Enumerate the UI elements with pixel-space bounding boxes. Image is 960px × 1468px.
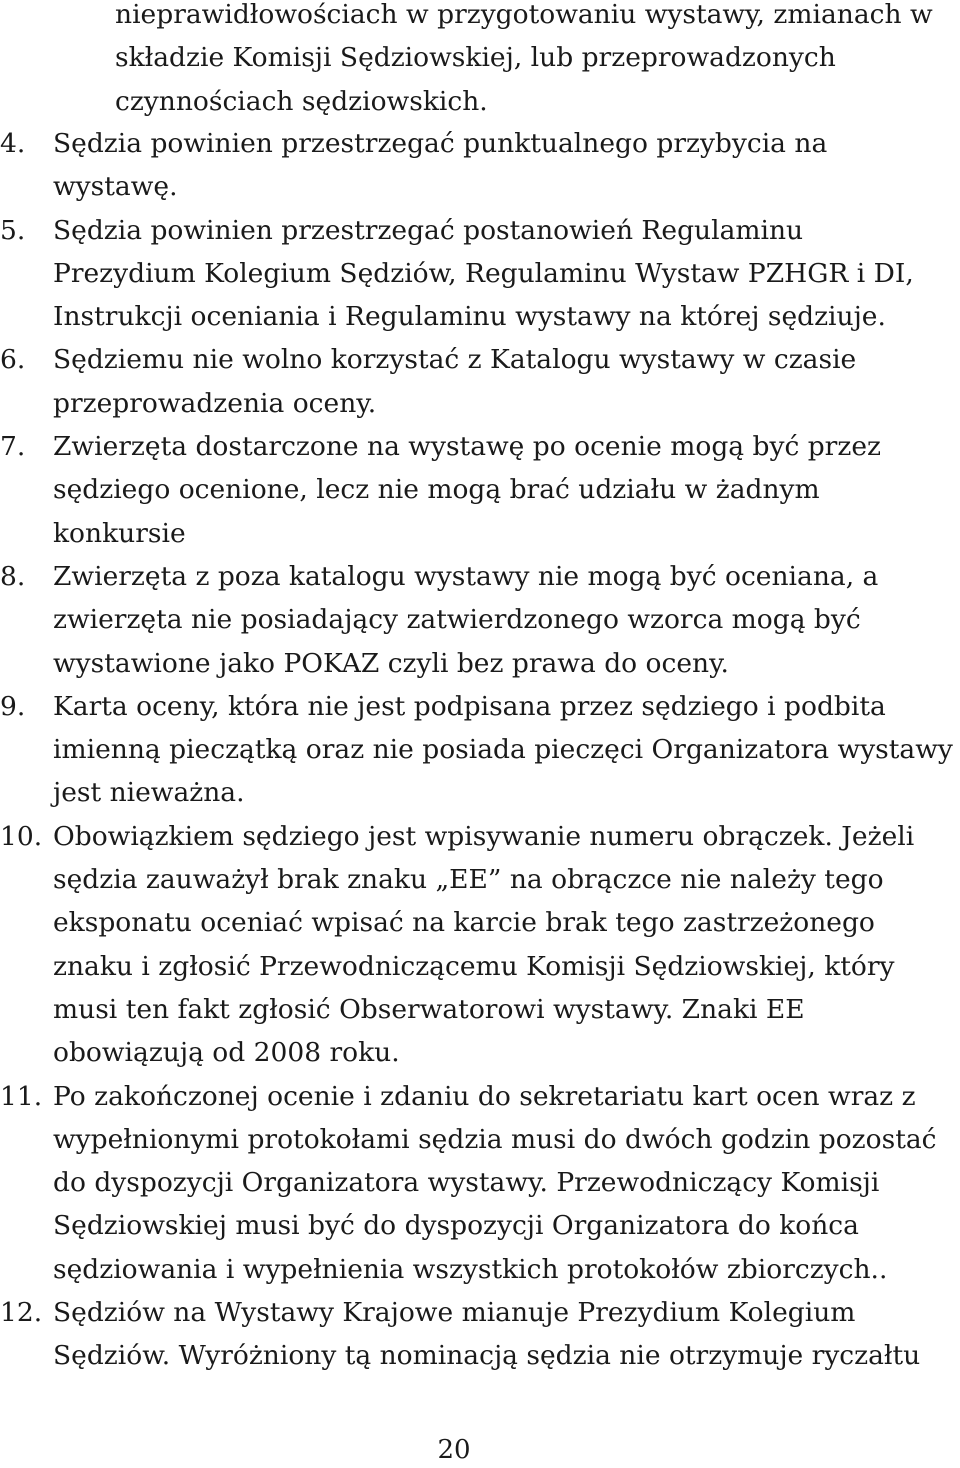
item-text: Karta oceny, która nie jest podpisana przez sędziego i podbita imienną pieczątką oraz nie posiada pieczęci Organizatora wystawy jest nieważna. [53, 690, 953, 809]
item-text: Sędziemu nie wolno korzystać z Katalogu wystawy w czasie przeprowadzenia oceny. [53, 344, 857, 419]
item-text: Sędzia powinien przestrzegać postanowień Regulaminu Prezydium Kolegium Sędziów, Regulaminu Wystaw PZHGR i DI, Instrukcji oceniania i Regulaminu wystawy na której sędziuje. [53, 214, 914, 333]
item-text: Sędzia powinien przestrzegać punktualnego przybycia na wystawę. [53, 128, 828, 203]
item-number: 9. [0, 690, 26, 722]
item-number: 11. [0, 1080, 43, 1112]
item-text: Zwierzęta dostarczone na wystawę po ocenie mogą być przez sędziego ocenione, lecz nie mogą brać udziału w żadnym konkursie [53, 431, 881, 549]
list-item [0, 685, 960, 815]
list-item [0, 122, 960, 209]
item-text: Sędziów na Wystawy Krajowe mianuje Prezydium Kolegium Sędziów. Wyróżniony tą nominacją sędzia nie otrzymuje ryczałtu [53, 1297, 921, 1372]
item-number: 4. [0, 128, 26, 159]
item-text: Po zakończonej ocenie i zdaniu do sekretariatu kart ocen wraz z wypełnionymi protokołami sędzia musi do dwóch godzin pozostać do dyspozycji Organizatora wystawy. Przewodniczący Komisji Sędziowskiej musi być do dyspozycji Organizatora do końca sędziowania i wypełnienia wszystkich protokołów zbiorczych.. [53, 1080, 937, 1285]
item-number: 10. [0, 820, 43, 852]
list-item [0, 1075, 960, 1291]
item-number: 7. [0, 431, 26, 463]
item-number: 12. [0, 1297, 43, 1329]
item-text: Obowiązkiem sędziego jest wpisywanie numeru obrączek. Jeżeli sędzia zauważył brak znaku „EE” na obrączce nie należy tego eksponatu oceniać wpisać na karcie brak tego zastrzeżonego znaku i zgłosić Przewodniczącemu Komisji Sędziowskiej, który musi ten fakt zgłosić Obserwatorowi wystawy. Znaki EE obowiązują od 2008 roku. [53, 820, 915, 1069]
list-item [0, 209, 960, 339]
item-text: Zwierzęta z poza katalogu wystawy nie mogą być oceniana, a zwierzęta nie posiadający zatwierdzonego wzorca mogą być wystawione jako POKAZ czyli bez prawa do oceny. [53, 560, 879, 679]
page-number: 20 [437, 1435, 471, 1465]
list-item [0, 1291, 960, 1378]
item-number: 6. [0, 344, 26, 376]
item-number: 8. [0, 560, 26, 592]
item-number: 5. [0, 214, 26, 246]
list-item [0, 425, 960, 555]
list-item [0, 555, 960, 685]
rules-list [0, 122, 960, 1378]
list-item [0, 815, 960, 1075]
list-item [0, 338, 960, 425]
continuation-paragraph: nieprawidłowościach w przygotowaniu wystawy, zmianach w składzie Komisji Sędziowskiej, lub przeprowadzonych czynnościach sędziowskich. [115, 0, 933, 117]
